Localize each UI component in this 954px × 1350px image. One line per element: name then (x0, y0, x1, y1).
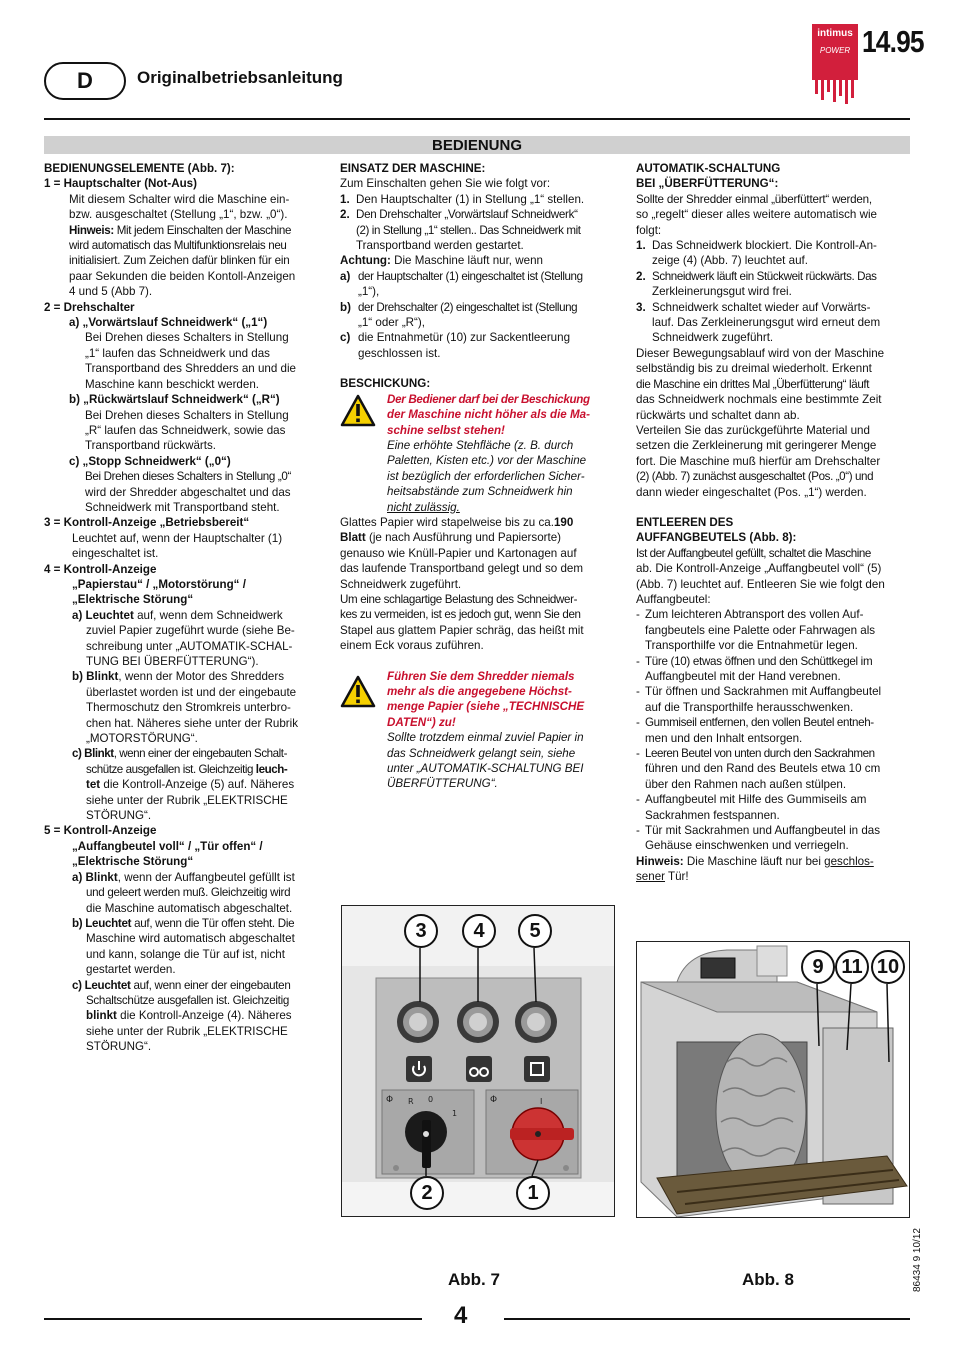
item2c-line: wird der Shredder abgeschaltet und das (85, 485, 291, 499)
item4-title: 4 = Kontroll-Anzeige (44, 562, 157, 576)
figure-8-collection-bag (636, 941, 910, 1218)
item3-body (44, 531, 320, 562)
step-number: 2. (636, 269, 646, 283)
hinweis-underline: sener (636, 870, 666, 884)
step-line: Schneidwerk zugeführt. (652, 331, 774, 345)
auto-heading: AUTOMATIK-SCHALTUNG (636, 162, 781, 175)
empty-step-line: men und den Inhalt entsorgen. (645, 731, 803, 745)
auto-line: fort. Die Maschine muß hierfür am Drehschalter (636, 454, 881, 468)
condition-line: „1“), (358, 285, 380, 299)
controls-heading: BEDIENUNGSELEMENTE (Abb. 7): (44, 162, 235, 175)
hinweis-text: Die Maschine läuft nur bei (683, 854, 825, 868)
item4c-bold: tet (86, 778, 101, 792)
item4b-line: chen hat. Näheres siehe unter der Rubrik (86, 716, 299, 730)
empty-line: (Abb. 7) leuchtet auf. Entleeren Sie wie folgt den (636, 577, 885, 591)
callout-number: 5 (529, 919, 541, 942)
figure-7-caption: Abb. 7 (448, 1270, 500, 1289)
item1-line: initialisiert. Zum Zeichen dafür blinken für ein (69, 254, 290, 268)
item4a-line: zuviel Papier zugeführt wurde (siehe Be- (86, 624, 295, 638)
empty-step-text (645, 607, 875, 653)
item5a-line: und geleert werden muß. Gleichzeitig wird (86, 886, 291, 900)
step-number: 3. (636, 300, 646, 314)
warning-line: das Schneidwerk gelangt sein, siehe (387, 746, 576, 760)
usage-step-2 (340, 207, 614, 253)
item5c-text: die Kontroll-Anzeige (4). Näheres (116, 1009, 292, 1023)
column-2 (340, 161, 614, 792)
empty-step (636, 792, 910, 823)
item2b-body (69, 408, 320, 454)
warning-line: Paletten, Kisten etc.) vor der Maschine (387, 454, 587, 468)
empty-step (636, 823, 910, 854)
auto-line: rückwärts und schaltet dann ab. (636, 408, 800, 422)
item5-subtitle: „Auffangbeutel voll“ / „Tür offen“ / (72, 839, 263, 853)
item2-body (44, 315, 320, 515)
item2a-line: Transportband des Shredders an und die (85, 362, 296, 376)
item5a-line: die Maschine automatisch abgeschaltet. (86, 901, 293, 915)
item4c-bold: leuch- (255, 762, 288, 776)
step-text (652, 269, 877, 300)
usage-heading: EINSATZ DER MASCHINE: (340, 162, 486, 175)
empty-step-text (645, 684, 881, 715)
page-number: 4 (454, 1302, 468, 1329)
item2a-line: Maschine kann beschickt werden. (85, 377, 259, 391)
hinweis-underline: geschlos- (824, 854, 874, 868)
condition-b (340, 300, 614, 331)
item4c-body (72, 762, 320, 824)
empty-step-line: Türe (10) etwas öffnen und den Schüttkegel im (645, 654, 873, 668)
item4b-label: b) Blinkt (72, 670, 119, 684)
item4b-line: überlastet worden ist und der eingebaute (86, 685, 297, 699)
warning-line: heitsabstände zum Schneidwerk hin (387, 485, 573, 499)
item5-title: 5 = Kontroll-Anzeige (44, 824, 157, 838)
item5b-line: gestartet werden. (86, 963, 176, 977)
item5-body (44, 839, 320, 1055)
empty-step-line: Zum leichteren Abtransport des vollen Auf- (645, 608, 864, 622)
empty-step (636, 654, 910, 685)
item5c-line: siehe unter der Rubrik „ELEKTRISCHE (86, 1024, 288, 1038)
auto-line: folgt: (636, 223, 662, 237)
item5b-text: auf, wenn die Tür offen steht. Die (131, 916, 295, 930)
step-line: lauf. Das Zerkleinerungsgut wird erneut dem (652, 316, 881, 330)
auto-line: dann wieder eingeschaltet (Pos. „1“) werden. (636, 485, 867, 499)
condition-text (358, 300, 577, 331)
empty-step-text (645, 823, 880, 854)
item4c-line (72, 746, 320, 761)
empty-step-text (645, 746, 880, 792)
achtung-label: Achtung: (340, 254, 391, 268)
empty-step-text (645, 792, 866, 823)
language-code: D (77, 68, 93, 93)
warning-line: schine selbst stehen! (387, 423, 505, 437)
achtung-line (340, 253, 614, 268)
item4b-line: „MOTORSTÖRUNG“. (86, 732, 198, 746)
condition-text (358, 330, 570, 361)
empty-heading: ENTLEEREN DES (636, 515, 734, 529)
auto-step-2 (636, 269, 910, 300)
hinweis-label: Hinweis: (636, 854, 684, 868)
figure-7-control-panel (341, 905, 615, 1217)
feeding-para (340, 515, 614, 530)
empty-step (636, 746, 910, 792)
bullet-dash: - (636, 747, 640, 761)
document-number: 86434 9 10/12 (912, 1228, 923, 1292)
warning-line: Führen Sie dem Shredder niemals (387, 669, 575, 683)
auto-step-1 (636, 238, 910, 269)
empty-step-text (645, 654, 872, 685)
step-text (356, 207, 581, 253)
bullet-dash: - (636, 824, 640, 838)
item4a-line: TUNG BEI ÜBERFÜTTERUNG“). (86, 655, 259, 668)
item4c-line: siehe unter der Rubrik „ELEKTRISCHE (86, 793, 288, 807)
feeding-line: Schneidwerk zugeführt. (340, 577, 462, 591)
hinweis-line (636, 869, 910, 884)
auto-line: das Schneidwerk nochmals eine bestimmte Zeit (636, 393, 882, 407)
item4a-line: schreibung unter „AUTOMATIK-SCHAL- (86, 639, 293, 653)
item3-line: eingeschaltet ist. (72, 547, 159, 561)
callout-number: 11 (841, 955, 863, 978)
item3-line: Leuchtet auf, wenn der Hauptschalter (1) (72, 531, 283, 545)
item5c-body (72, 993, 320, 1055)
item3-title: 3 = Kontroll-Anzeige „Betriebsbereit“ (44, 516, 250, 530)
auto-heading: BEI „ÜBERFÜTTERUNG“: (636, 177, 779, 191)
condition-line: die Entnahmetür (10) zur Sackentleerung (358, 331, 571, 345)
item1-line: Mit diesem Schalter wird die Maschine ein- (69, 192, 290, 206)
item4a-label: a) Leuchtet (72, 608, 134, 622)
item4-subtitle: „Elektrische Störung“ (72, 593, 194, 607)
item1-line: paar Sekunden die beiden Kontoll-Anzeigen (69, 269, 296, 283)
empty-step-line: auf die Transporthilfe herausschwenken. (645, 700, 854, 714)
item5c-line (72, 978, 320, 993)
model-number: 14.95 (862, 24, 924, 59)
section-title: BEDIENUNG (431, 136, 522, 154)
item2b-line: „R“ laufen das Schneidwerk, sowie das (85, 423, 286, 437)
item5c-line: Schaltschütze ausgefallen ist. Gleichzeitig (86, 993, 289, 1007)
warning-icon (340, 394, 376, 428)
item1-line: 4 und 5 (Abb 7). (69, 285, 153, 299)
bullet-dash: - (636, 716, 640, 730)
logo-sub: POWER (819, 46, 851, 55)
switch-label-1: 1 (452, 1109, 458, 1118)
section-header (44, 136, 910, 154)
item5a-line (72, 870, 320, 885)
auto-line: Sollte der Shredder einmal „überfüttert“ werden, (636, 192, 872, 206)
empty-step-line: Sackrahmen festspannen. (645, 808, 780, 822)
feeding-para (340, 530, 614, 545)
item5b-body (72, 931, 320, 977)
empty-step-line: über den Rahmen nach außen stülpen. (645, 777, 847, 791)
warning-line: nicht zulässig. (387, 500, 460, 514)
condition-line: geschlossen ist. (358, 346, 441, 360)
step-line: Zerkleinerungsgut wird frei. (652, 285, 792, 299)
auto-line: (2) (Abb. 7) zunächst ausgeschaltet (Pos. „0“) und (636, 470, 874, 484)
document-title: Originalbetriebsanleitung (137, 68, 343, 87)
empty-step-line: Tür öffnen und Sackrahmen mit Auffangbeutel (645, 685, 882, 699)
item5c-bold: blinkt (86, 1009, 117, 1023)
footer-rule-left (44, 1318, 422, 1320)
item4c-label: c) Blinkt (72, 747, 114, 761)
item4-body (44, 577, 320, 824)
empty-line: ab. Die Kontroll-Anzeige „Auffangbeutel voll“ (5) (636, 562, 882, 576)
item4c-line: STÖRUNG“. (86, 809, 152, 823)
column-1 (44, 161, 320, 1055)
empty-step-line: Gehäuse einschwenken und verriegeln. (645, 839, 849, 853)
item2b-line: Bei Drehen dieses Schalters in Stellung (85, 408, 289, 422)
feeding-text: (je nach Ausführung und Papiersorte) (365, 531, 562, 545)
switch-label-i: I (540, 1097, 543, 1106)
callout-number: 1 (527, 1181, 539, 1204)
feeding-line: das laufende Transportband gelegt und so dem (340, 562, 583, 576)
item2a-line: Bei Drehen dieses Schalters in Stellung (85, 331, 289, 345)
auto-line: so „regelt“ dieser alles weitere automatisch wie (636, 208, 877, 222)
auto-line: die Maschine ein drittes Mal „Überfütterung“ läuft (636, 377, 870, 391)
item4c-text: , wenn einer der eingebauten Schalt- (113, 747, 287, 761)
item2-title: 2 = Drehschalter (44, 300, 135, 314)
condition-letter: b) (340, 300, 351, 314)
item4c-text: schütze ausgefallen ist. Gleichzeitig (86, 762, 256, 776)
feeding-line: einem Eck voraus zuführen. (340, 639, 484, 653)
feeding-bold: Blatt (340, 531, 366, 545)
step-number: 1. (636, 239, 646, 253)
warning-line: unter „AUTOMATIK-SCHALTUNG BEI (387, 762, 584, 776)
header-rule (44, 118, 910, 120)
item5c-text: auf, wenn einer der eingebauten (130, 978, 291, 992)
warning-line: Eine erhöhte Stehfläche (z. B. durch (387, 438, 574, 452)
empty-step-text (645, 715, 874, 746)
item4-subtitle: „Papierstau“ / „Motorstörung“ / (72, 577, 246, 591)
step-line: Das Schneidwerk blockiert. Die Kontroll-An- (652, 239, 877, 253)
warning-line: Der Bediener darf bei der Beschickung (387, 392, 590, 406)
switch-label-r: R (408, 1097, 414, 1106)
item5c-line (86, 1008, 320, 1023)
empty-step (636, 715, 910, 746)
usage-intro: Zum Einschalten gehen Sie wie folgt vor: (340, 177, 551, 191)
bullet-dash: - (636, 793, 640, 807)
item2c-line: Bei Drehen dieses Schalters in Stellung „0“ (85, 470, 291, 484)
item2c-body (69, 469, 320, 515)
figure-8-caption: Abb. 8 (742, 1270, 794, 1289)
warning-line: DATEN“) zu! (387, 715, 456, 729)
empty-step (636, 684, 910, 715)
step-text (652, 300, 880, 346)
column-3 (636, 161, 910, 885)
step-number: 2. (340, 208, 350, 222)
item2b-line: Transportband rückwärts. (85, 439, 217, 453)
empty-heading: AUFFANGBEUTELS (Abb. 8): (636, 531, 797, 545)
step-line: (2) in Stellung „1“ stellen.. Das Schneidwerk mit (356, 223, 581, 237)
hinweis-text: Tür! (665, 870, 689, 884)
item4b-line (72, 669, 320, 684)
empty-step-line: Transporthilfe vor die Entnahmetür legen. (645, 639, 858, 653)
item4c-line (86, 762, 320, 777)
item5b-line (72, 916, 320, 931)
empty-step-line: Tür mit Sackrahmen und Auffangbeutel in das (645, 824, 881, 838)
step-line: Transportband werden gestartet. (356, 239, 524, 253)
auto-line: Dieser Bewegungsablauf wird von der Maschine (636, 346, 885, 360)
empty-step-line: Auffangbeutel mit Hilfe des Gummiseils am (645, 793, 867, 807)
callout-leaders (637, 942, 909, 1217)
item5c-line: STÖRUNG“. (86, 1040, 152, 1054)
empty-line: Ist der Auffangbeutel gefüllt, schaltet die Maschine (636, 546, 871, 560)
footer-rule-right (504, 1318, 910, 1320)
item5a-body (72, 885, 320, 916)
feeding-heading: BESCHICKUNG: (340, 377, 431, 391)
item4c-line (86, 777, 320, 792)
feeding-line: Um eine schlagartige Belastung des Schneidwer- (340, 592, 578, 606)
item5a-text: , wenn der Auffangbeutel gefüllt ist (117, 870, 295, 884)
item2a-line: „1“ laufen das Schneidwerk und das (85, 346, 270, 360)
item2c-title: c) „Stopp Schneidwerk“ („0“) (69, 454, 231, 468)
warning-line: mehr als die angegebene Höchst- (387, 685, 572, 698)
switch-label-phi: Φ (490, 1095, 498, 1105)
item5b-line: und kann, solange die Tür auf ist, nicht (86, 947, 285, 961)
item2a-title: a) „Vorwärtslauf Schneidwerk“ („1“) (69, 316, 268, 330)
feeding-line: Stapel aus glattem Papier schräg, das heißt mit (340, 623, 584, 637)
intimus-logo (812, 24, 858, 106)
step-line: zeige (4) (Abb. 7) leuchtet auf. (652, 254, 808, 268)
empty-step-line: führen und den Rand des Beutels etwa 10 cm (645, 762, 881, 776)
usage-step-1 (340, 192, 614, 207)
warning-line: der Maschine nicht höher als die Ma- (387, 408, 590, 422)
warning-icon (340, 675, 376, 709)
condition-text (358, 269, 583, 300)
bullet-dash: - (636, 654, 640, 668)
callout-number: 9 (812, 955, 824, 978)
feeding-text: Glattes Papier wird stapelweise bis zu ca. (340, 515, 554, 529)
auto-line: selbständig bis zu dreimal wiederholt. Erkennt (636, 362, 872, 376)
item5c-label: c) Leuchtet (72, 978, 131, 992)
warning-line: ÜBERFÜTTERUNG“. (387, 777, 498, 791)
item5-subtitle: „Elektrische Störung“ (72, 855, 194, 869)
auto-step-3 (636, 300, 910, 346)
condition-line: „1“ oder „R“), (358, 316, 425, 330)
achtung-text: Die Maschine läuft nur, wenn (390, 254, 543, 268)
item2b-title: b) „Rückwärtslauf Schneidwerk“ („R“) (69, 393, 280, 407)
warning-line: Sollte trotzdem einmal zuviel Papier in (387, 731, 584, 745)
item1-text: Mit jedem Einschalten der Maschine (116, 223, 292, 237)
item1-title: 1 = Hauptschalter (Not-Aus) (44, 177, 197, 191)
step-line: Schneidwerk läuft ein Stückweit rückwärts. Das (652, 269, 877, 283)
item2a-body (69, 330, 320, 392)
item1-line: bzw. ausgeschaltet (Stellung „1“, bzw. „0“). (69, 208, 288, 222)
feeding-bold: 190 (553, 515, 574, 529)
empty-step-line: fangbeutels eine Palette oder Fahrwagen als (645, 623, 876, 637)
callout-number: 4 (473, 919, 485, 942)
language-badge (44, 62, 126, 100)
item5b-line: Maschine wird automatisch abgeschaltet (86, 932, 295, 946)
callout-number: 3 (415, 919, 427, 942)
condition-line: der Hauptschalter (1) eingeschaltet ist (Stellung (358, 269, 583, 283)
step-text (652, 238, 877, 269)
condition-letter: c) (340, 331, 351, 345)
bullet-dash: - (636, 685, 640, 699)
auto-line: Verteilen Sie das zurückgeführte Material und (636, 423, 870, 437)
condition-line: der Drehschalter (2) eingeschaltet ist (Stellung (358, 300, 578, 314)
item5a-label: a) Blinkt (72, 870, 118, 884)
empty-step-line: Gummiseil entfernen, den vollen Beutel entneh- (645, 716, 874, 730)
item1-body (44, 192, 320, 300)
condition-a (340, 269, 614, 300)
condition-c (340, 330, 614, 361)
step-number: 1. (340, 192, 350, 206)
item4b-line: Thermoschutz den Stromkreis unterbro- (86, 701, 291, 715)
step-line: Den Drehschalter „Vorwärtslauf Schneidwerk“ (356, 208, 578, 222)
step-line: Schneidwerk schaltet wieder auf Vorwärts- (652, 300, 871, 314)
hinweis-line (636, 854, 910, 869)
empty-step-line: Auffangbeutel mit der Hand verebnen. (645, 670, 841, 683)
empty-step (636, 607, 910, 653)
empty-line: Auffangbeutel: (636, 592, 711, 606)
callout-leaders (342, 906, 614, 1216)
item4b-body (72, 685, 320, 747)
bullet-dash: - (636, 608, 640, 622)
warning-line: menge Papier (siehe „TECHNISCHE (387, 700, 585, 714)
item4c-text: die Kontroll-Anzeige (5) auf. Näheres (100, 778, 295, 792)
callout-number: 10 (876, 955, 900, 978)
hinweis-label: Hinweis: (69, 223, 114, 237)
item1-line: wird automatisch das Multifunktionsrelais neu (69, 239, 287, 253)
item5b-label: b) Leuchtet (72, 916, 132, 930)
item4a-line (72, 608, 320, 623)
item4a-text: auf, wenn dem Schneidwerk (133, 608, 283, 622)
warning-line: ist bezüglich der erforderlichen Sicher- (387, 469, 585, 483)
warning-2 (340, 669, 614, 792)
item1-line (69, 223, 320, 238)
callout-number: 2 (421, 1181, 433, 1204)
item2c-line: Schneidwerk mit Transportband steht. (85, 500, 280, 514)
auto-line: setzen die Zerkleinerung mit geringerer Menge (636, 439, 877, 453)
logo-brand: intimus (817, 28, 853, 39)
switch-label-phi: Φ (386, 1095, 394, 1105)
item4a-body (72, 623, 320, 669)
empty-step-line: Leeren Beutel von unten durch den Sackrahmen (645, 747, 875, 761)
item4b-text: , wenn der Motor des Shredders (118, 670, 284, 684)
step-text: Den Hauptschalter (1) in Stellung „1“ stellen. (356, 192, 585, 206)
feeding-line: genauso wie Knüll-Papier und Kartonagen auf (340, 546, 577, 560)
warning-1 (340, 392, 614, 515)
switch-label-0: 0 (428, 1095, 434, 1104)
condition-letter: a) (340, 269, 351, 283)
feeding-line: kes zu vermeiden, ist es jedoch gut, wenn Sie den (340, 608, 581, 622)
